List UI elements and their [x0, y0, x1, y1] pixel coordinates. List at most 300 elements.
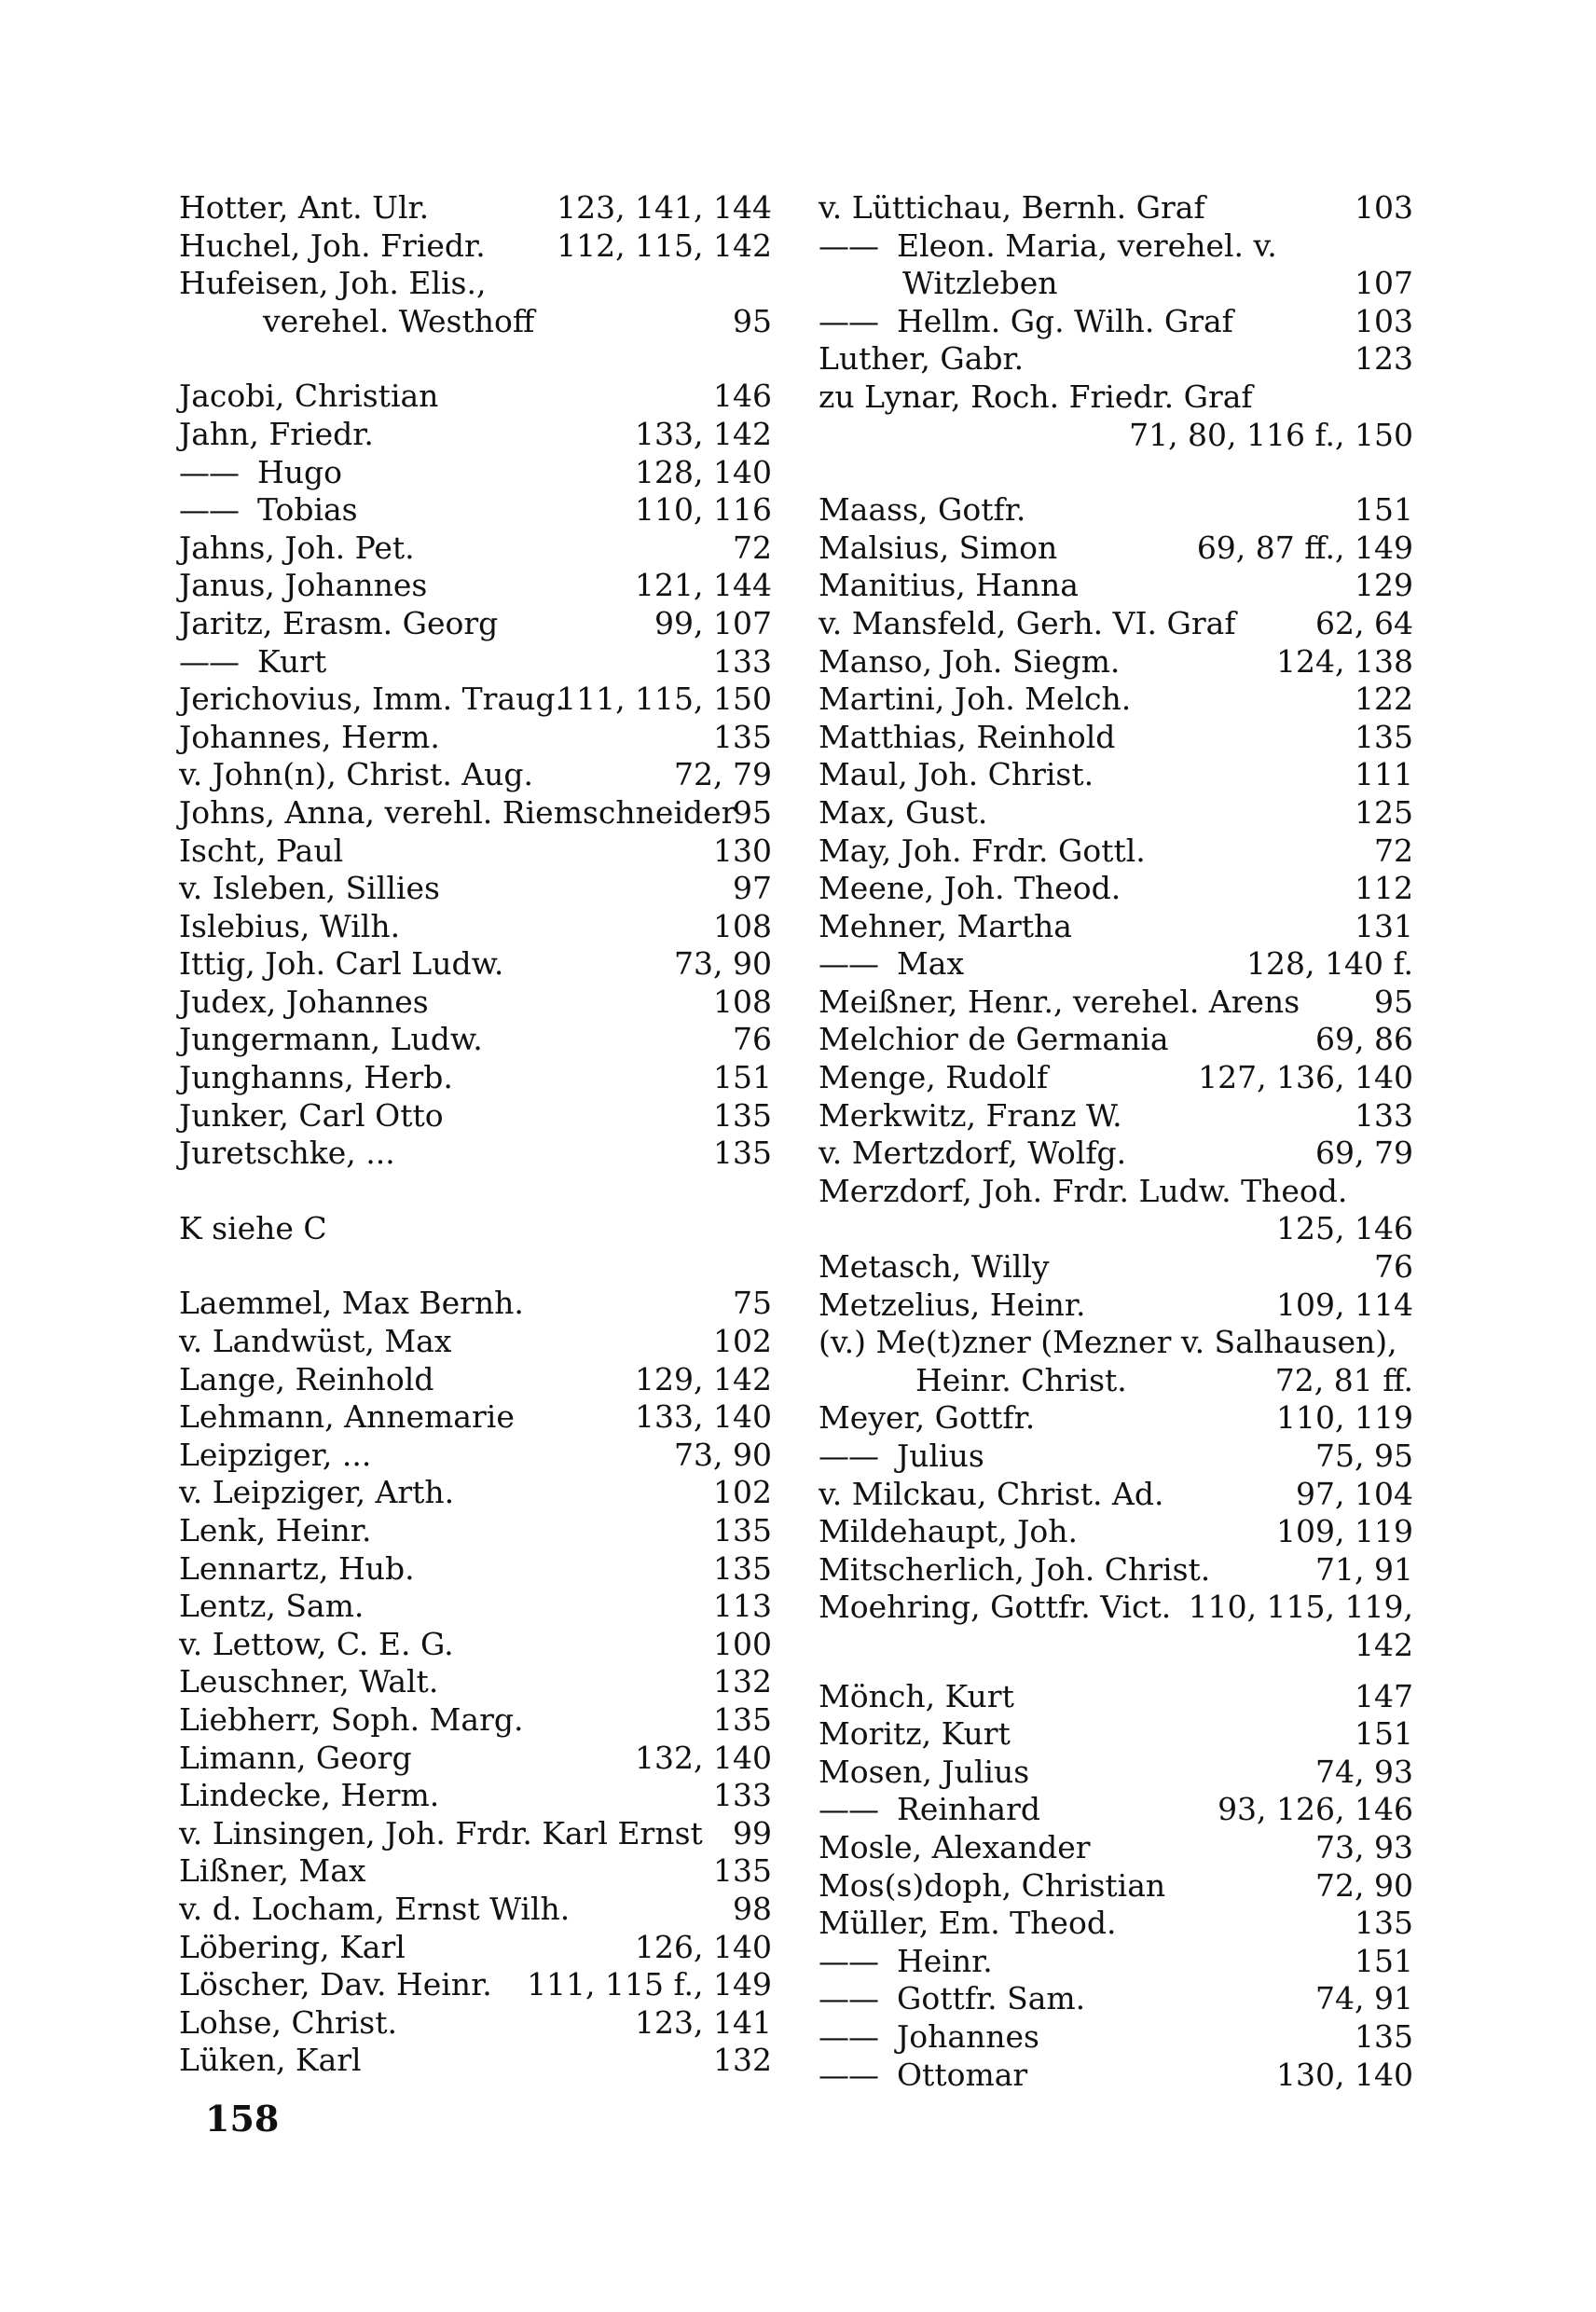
index-entry [819, 1248, 1413, 1287]
entry-pages: 99 [733, 1814, 772, 1851]
entry-name-text: Ottomar [897, 2056, 1028, 2093]
entry-pages: 151 [1355, 1715, 1413, 1753]
entry-pages: 142 [1355, 1626, 1413, 1663]
index-entry [819, 1513, 1413, 1551]
entry-pages: 132 [713, 2042, 772, 2079]
index-entry [179, 1777, 772, 1815]
entry-pages: 73, 93 [1315, 1828, 1413, 1865]
entry-name-text: v. Milckau, Christ. Ad. [819, 1475, 1164, 1512]
repeat-dash: —— [819, 2056, 878, 2093]
entry-name [819, 1513, 1078, 1551]
entry-pages: 110, 115, 119, [1188, 1589, 1413, 1626]
entry-name [179, 2042, 362, 2080]
entry-pages: 69, 79 [1315, 1135, 1413, 1172]
entry-pages: 74, 93 [1315, 1753, 1413, 1790]
index-entry [179, 1852, 772, 1891]
entry-name-text: Hufeisen, Joh. Elis., [179, 265, 487, 302]
entry-pages: 108 [713, 983, 772, 1020]
entry-name [819, 756, 1094, 794]
entry-name-text: Juretschke, ... [179, 1135, 395, 1172]
entry-name-text: Metzelius, Heinr. [819, 1286, 1086, 1323]
index-entry [179, 833, 772, 871]
entry-name [179, 1097, 444, 1135]
entry-name [179, 1740, 412, 1778]
entry-name-text: Jerichovius, Imm. Traug. [179, 681, 565, 718]
entry-pages: 112 [1355, 870, 1413, 907]
entry-pages: 75, 95 [1315, 1438, 1413, 1474]
entry-pages: 128, 140 [635, 453, 772, 490]
index-entry [819, 1399, 1413, 1438]
index-entry [179, 1929, 772, 1967]
entry-pages: 76 [733, 1021, 772, 1058]
index-entry [179, 530, 772, 568]
entry-name [179, 1512, 371, 1550]
entry-name-text: Jahns, Joh. Pet. [179, 529, 415, 566]
entry-name-text: Janus, Johannes [179, 567, 428, 604]
index-entry [819, 1438, 1413, 1476]
entry-name-text: Hugo [257, 453, 343, 490]
entry-name [819, 1362, 1127, 1400]
index-entry [819, 340, 1413, 378]
entry-name-text: Johns, Anna, verehl. Riemschneider [179, 793, 736, 831]
entry-name-text: v. Lettow, C. E. G. [179, 1625, 454, 1662]
index-entry [819, 719, 1413, 757]
entry-name-text: Jaritz, Erasm. Georg [179, 604, 499, 641]
entry-name [179, 1815, 703, 1853]
index-entry [179, 1323, 772, 1361]
index-entry [179, 794, 772, 833]
entry-name [179, 189, 429, 227]
entry-pages: 98 [733, 1890, 772, 1927]
entry-name [819, 833, 1146, 871]
index-entry [819, 605, 1413, 643]
index-entry [819, 1980, 1413, 2018]
entry-name [179, 681, 565, 719]
index-entry [179, 567, 772, 605]
index-entry [179, 1210, 772, 1248]
entry-name-text: Leipziger, ... [179, 1436, 372, 1473]
entry-name [179, 1777, 439, 1815]
index-column-left [179, 189, 772, 2080]
index-entry [179, 1398, 772, 1437]
entry-name-text: Islebius, Wilh. [179, 907, 401, 944]
index-entry [179, 1626, 772, 1664]
entry-name-text: Maass, Gotfr. [819, 491, 1026, 529]
entry-name [819, 719, 1115, 757]
index-entry [179, 1285, 772, 1323]
entry-name [179, 870, 440, 908]
entry-name-text: Lentz, Sam. [179, 1588, 365, 1625]
entry-name-text: Martini, Joh. Melch. [819, 681, 1132, 718]
entry-name [179, 1437, 371, 1475]
index-entry [819, 1678, 1413, 1716]
entry-name-text: Leuschner, Walt. [179, 1663, 439, 1700]
entry-name-text: Huchel, Joh. Friedr. [179, 227, 486, 264]
index-entry [819, 1059, 1413, 1097]
entry-name-text: Mosen, Julius [819, 1753, 1030, 1790]
entry-name-text: K siehe C [179, 1209, 327, 1246]
entry-pages: 125, 146 [1276, 1210, 1413, 1247]
entry-name [819, 1589, 1171, 1627]
entry-pages: 102 [713, 1474, 772, 1511]
entry-pages: 62, 64 [1315, 604, 1413, 641]
entry-name-text: Max [897, 945, 965, 983]
entry-spacer [819, 1665, 1413, 1678]
entry-name-text: Merkwitz, Franz W. [819, 1096, 1122, 1134]
entry-pages: 123, 141 [635, 2003, 772, 2041]
entry-pages: 135 [1355, 2017, 1413, 2055]
index-entry [819, 1324, 1413, 1362]
entry-name-text: Lohse, Christ. [179, 2003, 397, 2041]
entry-name-text: Meißner, Henr., verehel. Arens [819, 983, 1300, 1020]
entry-name [819, 265, 1058, 303]
entry-name-text: Jahn, Friedr. [179, 415, 374, 452]
index-entry [819, 1715, 1413, 1754]
repeat-dash: —— [179, 491, 239, 529]
entry-name-text: Matthias, Reinhold [819, 718, 1116, 755]
entry-name [179, 1210, 327, 1248]
entry-pages: 107 [1355, 265, 1413, 302]
index-entry [819, 1551, 1413, 1590]
entry-name [179, 2004, 397, 2043]
entry-pages: 109, 114 [1276, 1286, 1413, 1323]
entry-name [179, 908, 400, 946]
entry-name-text: Mos(s)doph, Christian [819, 1866, 1166, 1904]
entry-name-text: Jacobi, Christian [179, 378, 439, 415]
entry-name-text: Mosle, Alexander [819, 1828, 1091, 1865]
entry-name-text: v. Isleben, Sillies [179, 870, 440, 907]
repeat-dash: —— [819, 302, 878, 339]
entry-name [819, 870, 1121, 908]
entry-name [179, 1891, 570, 1929]
entry-name [819, 794, 987, 833]
entry-pages: 111 [1355, 756, 1413, 793]
entry-name-text: Meene, Joh. Theod. [819, 870, 1121, 907]
entry-name-text: Judex, Johannes [179, 983, 429, 1020]
entry-name-text: Luther, Gabr. [819, 340, 1025, 378]
entry-name-text: Heinr. Christ. [915, 1361, 1127, 1398]
entry-pages: 135 [713, 1549, 772, 1587]
entry-name-text: Lehmann, Annemarie [179, 1398, 515, 1436]
index-entry [819, 1791, 1413, 1829]
index-entry [179, 605, 772, 643]
entry-name-text: Manso, Joh. Siegm. [819, 642, 1121, 680]
entry-name-text: Ischt, Paul [179, 832, 344, 869]
entry-name [819, 340, 1024, 378]
entry-name [179, 756, 533, 794]
index-entry [819, 491, 1413, 530]
entry-name-text: Meyer, Gottfr. [819, 1399, 1036, 1437]
entry-pages: 151 [713, 1059, 772, 1096]
index-column-right [819, 189, 1413, 2094]
entry-name-text: (v.) Me(t)zner (Mezner v. Salhausen), [819, 1324, 1397, 1361]
entry-pages: 129 [1355, 567, 1413, 604]
entry-pages: 125 [1355, 793, 1413, 831]
index-entry [179, 189, 772, 227]
repeat-dash: —— [819, 1980, 878, 2017]
entry-name [179, 1285, 524, 1323]
entry-name-text: Limann, Georg [179, 1739, 412, 1776]
repeat-dash: —— [179, 642, 239, 680]
entry-pages: 135 [713, 1852, 772, 1890]
entry-name-text: Laemmel, Max Bernh. [179, 1285, 524, 1322]
index-entry [179, 756, 772, 794]
index-entry [179, 945, 772, 984]
entry-name [819, 1791, 1040, 1829]
entry-pages: 72, 81 ff. [1274, 1361, 1413, 1398]
entry-name [819, 227, 1277, 266]
index-entry [179, 1474, 772, 1512]
entry-pages: 102 [713, 1323, 772, 1360]
entry-name [819, 1021, 1169, 1059]
repeat-dash: —— [819, 227, 878, 264]
entry-name [819, 1248, 1050, 1287]
entry-name [179, 454, 342, 492]
index-entry [179, 491, 772, 530]
entry-name-text: Ittig, Joh. Carl Ludw. [179, 945, 504, 983]
index-entry [819, 984, 1413, 1022]
entry-name [179, 1398, 515, 1437]
entry-pages: 151 [1355, 1942, 1413, 1979]
entry-pages: 132 [713, 1663, 772, 1700]
index-entry [819, 1362, 1413, 1400]
entry-name [179, 1663, 438, 1701]
index-entry [819, 265, 1413, 303]
entry-name [819, 1678, 1014, 1716]
index-entry [179, 1966, 772, 2004]
entry-pages: 131 [1355, 907, 1413, 944]
entry-pages: 113 [713, 1588, 772, 1625]
entry-pages: 72, 79 [674, 756, 772, 793]
entry-pages: 103 [1355, 302, 1413, 339]
entry-pages: 133, 140 [635, 1398, 772, 1436]
index-entry [819, 1905, 1413, 1943]
index-entry [179, 1135, 772, 1173]
entry-pages: 124, 138 [1276, 642, 1413, 680]
entry-name [179, 1852, 366, 1891]
index-entry [819, 1021, 1413, 1059]
index-entry [819, 2057, 1413, 2095]
index-entry [179, 416, 772, 454]
entry-pages: 97 [733, 870, 772, 907]
entry-name-text: Manitius, Hanna [819, 567, 1079, 604]
entry-name-text: Lüken, Karl [179, 2042, 362, 2079]
repeat-dash: —— [819, 1791, 878, 1828]
index-entry [819, 2018, 1413, 2057]
entry-name [179, 567, 427, 605]
entry-spacer [179, 1173, 772, 1210]
entry-name-text: v. John(n), Christ. Aug. [179, 756, 533, 793]
entry-name-text: verehel. Westhoff [263, 302, 535, 339]
entry-pages: 121, 144 [635, 567, 772, 604]
entry-name-text: Junker, Carl Otto [179, 1096, 444, 1134]
entry-pages: 69, 87 ff., 149 [1196, 529, 1413, 566]
entry-pages: 132, 140 [635, 1739, 772, 1776]
entry-name-text: Löscher, Dav. Heinr. [179, 1966, 492, 2003]
index-entry [819, 1173, 1413, 1248]
index-entry [179, 1701, 772, 1740]
index-entry [819, 1867, 1413, 1906]
index-entry [819, 227, 1413, 266]
entry-name [819, 1754, 1029, 1792]
index-entry [179, 2004, 772, 2043]
entry-pages: 128, 140 f. [1246, 945, 1413, 983]
entry-pages: 151 [1355, 491, 1413, 529]
entry-name [179, 643, 326, 681]
entry-name-text: Reinhard [897, 1791, 1041, 1828]
entry-name [819, 908, 1072, 946]
entry-name-text: v. Mertzdorf, Wolfg. [819, 1135, 1127, 1172]
entry-name [819, 1715, 1011, 1754]
index-entry [819, 567, 1413, 605]
index-entry [819, 378, 1413, 454]
index-entry [819, 1754, 1413, 1792]
repeat-dash: —— [819, 2017, 878, 2055]
entry-pages: 135 [713, 718, 772, 755]
index-entry [179, 1740, 772, 1778]
entry-name-text: Moritz, Kurt [819, 1715, 1011, 1753]
entry-name-text: Jungermann, Ludw. [179, 1021, 483, 1058]
entry-name-text: Malsius, Simon [819, 529, 1058, 566]
index-entry [179, 870, 772, 908]
index-entry [819, 1829, 1413, 1867]
entry-name [179, 1929, 406, 1967]
entry-name-text: Julius [897, 1438, 984, 1474]
entry-name [179, 1135, 395, 1173]
entry-name-text: Max, Gust. [819, 793, 988, 831]
entry-name [179, 530, 415, 568]
index-entry [179, 265, 772, 303]
entry-name [819, 1173, 1347, 1211]
entry-name [179, 833, 343, 871]
entry-name-text: Mehner, Martha [819, 907, 1072, 944]
entry-name [819, 1135, 1126, 1173]
entry-name-text: Lenk, Heinr. [179, 1512, 372, 1548]
entry-name-text: Tobias [257, 491, 358, 529]
entry-name-text: v. Leipziger, Arth. [179, 1474, 455, 1511]
index-entry [179, 2042, 772, 2080]
entry-name [819, 643, 1120, 681]
repeat-dash: —— [819, 1942, 878, 1979]
entry-pages: 129, 142 [635, 1360, 772, 1397]
index-entry [819, 1476, 1413, 1514]
entry-name [179, 303, 534, 341]
entry-spacer [179, 1247, 772, 1285]
index-entry [819, 1287, 1413, 1325]
index-entry [179, 1663, 772, 1701]
entry-name [179, 1626, 454, 1664]
entry-name-text: Kurt [257, 642, 327, 680]
index-entry [179, 1361, 772, 1399]
entry-pages: 130 [713, 832, 772, 869]
entry-pages: 75 [733, 1285, 772, 1322]
index-entry [819, 643, 1413, 681]
entry-name [179, 984, 429, 1022]
entry-pages: 135 [713, 1700, 772, 1738]
entry-pages: 109, 119 [1276, 1513, 1413, 1550]
entry-pages: 135 [713, 1096, 772, 1134]
entry-pages: 95 [733, 793, 772, 831]
entry-pages: 99, 107 [654, 604, 772, 641]
entry-pages: 126, 140 [635, 1928, 772, 1965]
entry-name [819, 1980, 1085, 2018]
entry-name [819, 1943, 993, 1981]
entry-name [819, 1867, 1165, 1906]
entry-pages: 122 [1355, 681, 1413, 718]
entry-name-text: Mönch, Kurt [819, 1677, 1014, 1714]
entry-name [819, 1287, 1086, 1325]
index-entry [179, 1097, 772, 1135]
entry-name-text: Hellm. Gg. Wilh. Graf [897, 302, 1233, 339]
index-entry [819, 1135, 1413, 1173]
entry-name [819, 1097, 1122, 1135]
entry-pages: 111, 115 f., 149 [527, 1966, 772, 2003]
index-entry [179, 1021, 772, 1059]
index-entry [819, 870, 1413, 908]
entry-name-text: Lindecke, Herm. [179, 1777, 440, 1814]
entry-name-text: Mildehaupt, Joh. [819, 1513, 1078, 1550]
entry-name [819, 984, 1300, 1022]
index-entry [819, 908, 1413, 946]
entry-pages: 110, 119 [1276, 1399, 1413, 1437]
entry-pages: 103 [1355, 189, 1413, 226]
entry-pages: 112, 115, 142 [557, 227, 772, 264]
repeat-dash: —— [179, 453, 239, 490]
entry-pages: 76 [1374, 1248, 1413, 1286]
entry-pages: 135 [1355, 718, 1413, 755]
entry-name [819, 303, 1233, 341]
index-entry [819, 681, 1413, 719]
entry-pages: 133 [713, 1777, 772, 1814]
entry-name-text: Melchior de Germania [819, 1021, 1169, 1058]
index-entry [819, 1589, 1413, 1627]
entry-name [179, 1966, 492, 2004]
entry-pages: 95 [1374, 983, 1413, 1020]
entry-pages: 135 [713, 1512, 772, 1548]
entry-name [819, 1438, 984, 1476]
index-entry [179, 1891, 772, 1929]
entry-pages: 69, 86 [1315, 1021, 1413, 1058]
entry-pages: 74, 91 [1315, 1980, 1413, 2017]
entry-pages: 72 [1374, 832, 1413, 869]
entry-name [179, 227, 486, 266]
entry-name-text: Merzdorf, Joh. Frdr. Ludw. Theod. [819, 1172, 1348, 1209]
entry-pages: 71, 80, 116 f., 150 [1129, 416, 1413, 453]
entry-pages: 133, 142 [635, 415, 772, 452]
entry-name-text: v. d. Locham, Ernst Wilh. [179, 1890, 571, 1927]
entry-pages: 95 [733, 302, 772, 339]
entry-name-text: Liebherr, Soph. Marg. [179, 1700, 524, 1738]
entry-name-text: Junghanns, Herb. [179, 1059, 453, 1096]
index-entry [179, 1059, 772, 1097]
entry-pages: 127, 136, 140 [1198, 1059, 1413, 1096]
index-entry [819, 833, 1413, 871]
index-entry [179, 1815, 772, 1853]
entry-name-text: Lißner, Max [179, 1852, 366, 1890]
repeat-dash: —— [819, 1438, 878, 1474]
entry-name-text: Heinr. [897, 1942, 993, 1979]
page-number: 158 [205, 2098, 280, 2140]
entry-pages: 123 [1355, 340, 1413, 378]
entry-name [179, 1701, 524, 1740]
entry-pages: 135 [1355, 1905, 1413, 1942]
index-entry [819, 1097, 1413, 1135]
entry-name [179, 794, 736, 833]
entry-name [819, 2057, 1027, 2095]
index-entry [179, 1588, 772, 1626]
entry-name [179, 1588, 364, 1626]
entry-name [179, 416, 374, 454]
